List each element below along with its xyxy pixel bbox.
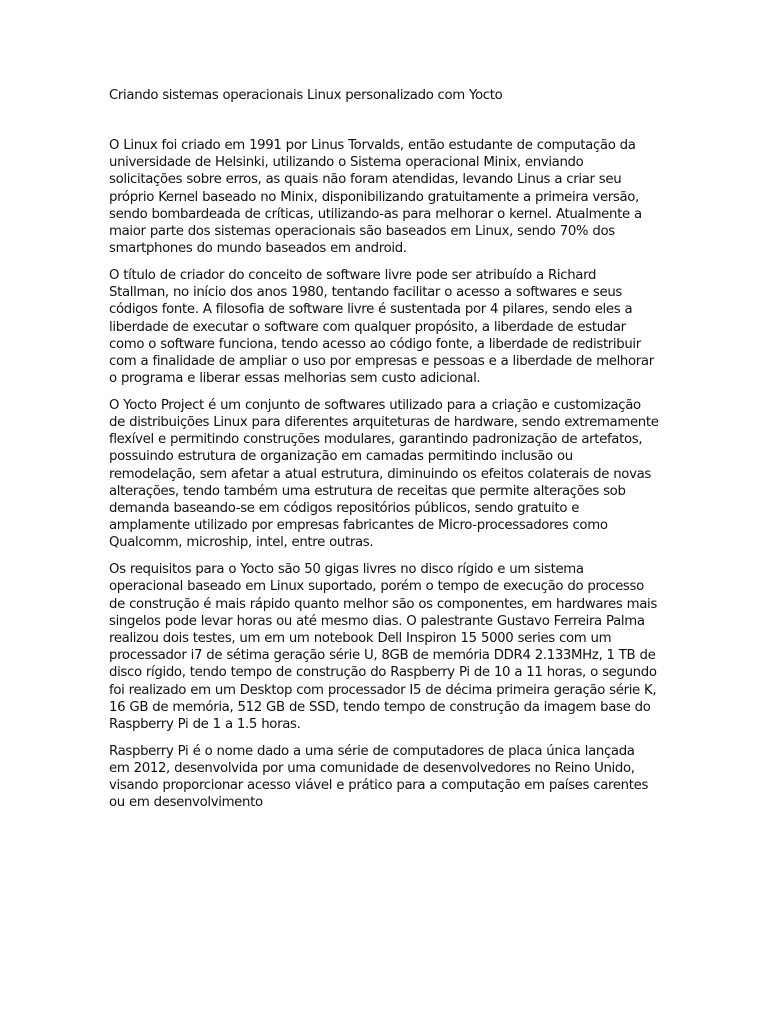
paragraph-free-software: O título de criador do conceito de software livre pode ser atribuído a Richard Stallman, no início dos anos 1980, tentando facilitar o acesso a softwares e seus códigos fonte. A filosofia de software livre é sustentada por 4 pilares, sendo eles a liberdade de executar o software com qualquer propósito, a liberdade de estudar como o software funciona, tendo acesso ao código fonte, a liberdade de redistribuir com a finalidade de ampliar o uso por empresas e pessoas e a liberdade de melhorar o programa e liberar essas melhorias sem custo adicional.: [109, 267, 654, 387]
document-content: [109, 87, 659, 821]
paragraph-raspberry-pi: Raspberry Pi é o nome dado a uma série de computadores de placa única lançada em 2012, desenvolvida por uma comunidade de desenvolvedores no Reino Unido, visando proporcionar acesso viável e prático para a computação em países carentes ou em desenvolvimento: [109, 743, 649, 811]
paragraph-linux-history: O Linux foi criado em 1991 por Linus Torvalds, então estudante de computação da universidade de Helsinki, utilizando o Sistema operacional Minix, enviando solicitações sobre erros, as quais não foram atendidas, levando Linus a criar seu próprio Kernel baseado no Minix, disponibilizando gratuitamente a primeira versão, sendo bombardeada de críticas, utilizando-as para melhorar o kernel. Atualmente a maior parte dos sistemas operacionais são baseados em Linux, sendo 70% dos smartphones do mundo baseados em android.: [109, 138, 642, 257]
paragraph-yocto-requirements: Os requisitos para o Yocto são 50 gigas livres no disco rígido e um sistema operacional baseado em Linux suportado, porém o tempo de execução do processo de construção é mais rápido quanto melhor são os componentes, em hardwares mais singelos pode levar horas ou até mesmo dias. O palestrante Gustavo Ferreira Palma realizou dois testes, um em um notebook Dell Inspiron 15 5000 series com um processador i7 de sétima geração série U, 8GB de memória DDR4 2.133MHz, 1 TB de disco rígido, tendo tempo de construção do Raspberry Pi de 10 a 11 horas, o segundo foi realizado em um Desktop com processador I5 de décima primeira geração série K, 16 GB de memória, 512 GB de SSD, tendo tempo de construção da imagem base do Raspberry Pi de 1 a 1.5 horas.: [109, 562, 657, 732]
document-title: Criando sistemas operacionais Linux personalizado com Yocto: [109, 88, 503, 103]
document-body: [109, 137, 659, 812]
paragraph-yocto-project: O Yocto Project é um conjunto de softwares utilizado para a criação e customização de distribuições Linux para diferentes arquiteturas de hardware, sendo extremamente flexível e permitindo construções modulares, garantindo padronização de artefatos, possuindo estrutura de organização em camadas permitindo inclusão ou remodelação, sem afetar a atual estrutura, diminuindo os efeitos colaterais de novas alterações, tendo também uma estrutura de receitas que permite alterações sob demanda baseando-se em códigos repositórios públicos, sendo gratuito e amplamente utilizado por empresas fabricantes de Micro-processadores como Qualcomm, microship, intel, entre outras.: [109, 397, 659, 551]
